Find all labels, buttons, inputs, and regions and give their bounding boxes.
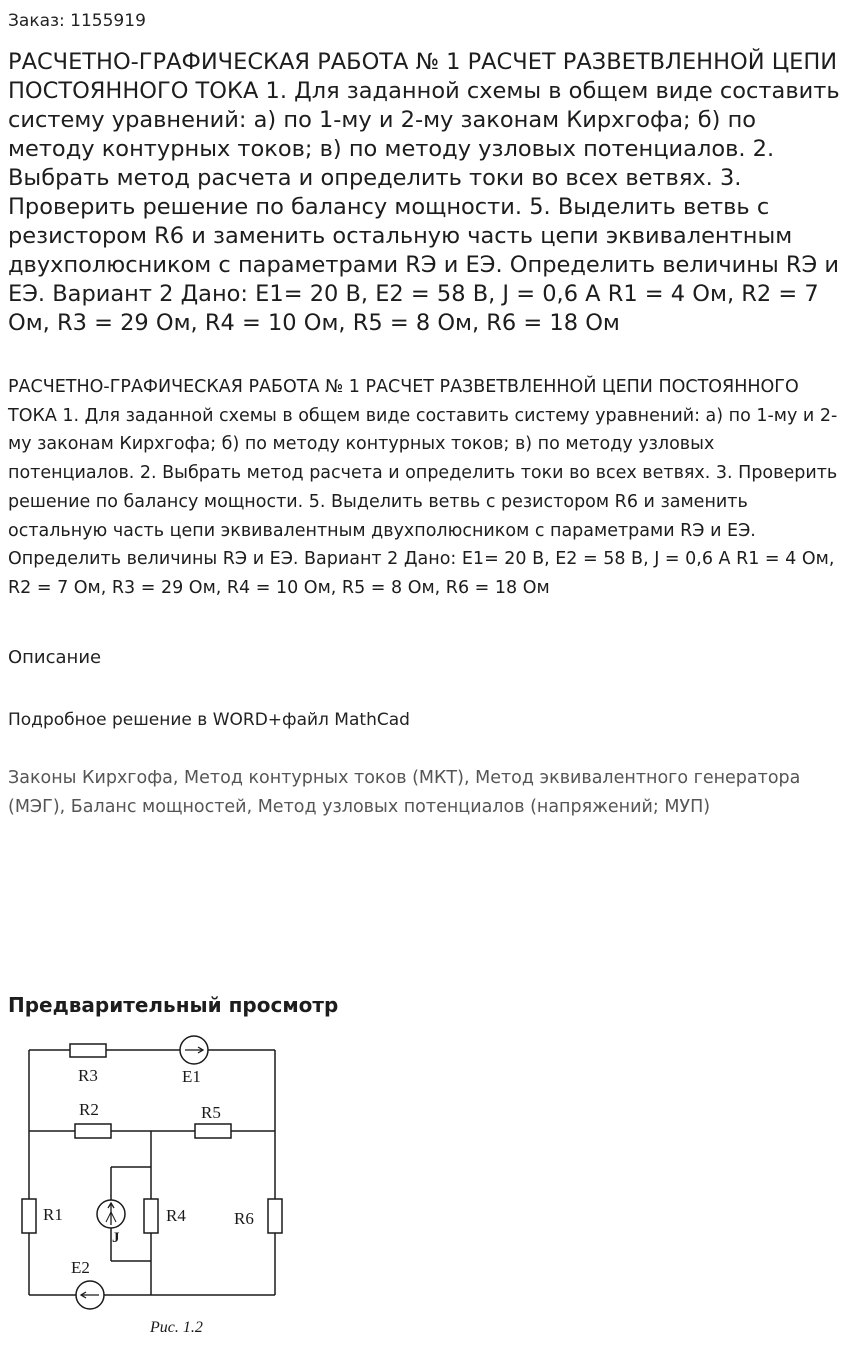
voltage-source-e1-icon (180, 1036, 208, 1064)
tag-link[interactable]: Метод эквивалентного генератора (МЭГ) (8, 768, 801, 817)
resistor-r2 (75, 1124, 111, 1138)
label-r6: R6 (234, 1209, 254, 1228)
current-source-j-icon (97, 1200, 125, 1228)
resistor-r4 (144, 1199, 158, 1233)
task-text: РАСЧЕТНО-ГРАФИЧЕСКАЯ РАБОТА № 1 РАСЧЕТ РАЗВЕТВЛЕННОЙ ЦЕПИ ПОСТОЯННОГО ТОКА 1. Для заданной схемы в общем виде составить систему уравнений: а) по 1-му и 2-му законам Кирхгофа; б) по методу контурных токов; в) по методу узловых потенциалов. 2. Выбрать метод расчета и определить токи во всех ветвях. 3. Проверить решение по балансу мощности. 5. Выделить ветвь с резистором R6 и заменить остальную часть цепи эквивалентным двухполюсником с параметрами RЭ и EЭ. Определить величины RЭ и EЭ. Вариант 2 Дано: E1= 20 В, E2 = 58 В, J = 0,6 А R1 = 4 Ом, R2 = 7 Ом, R3 = 29 Ом, R4 = 10 Ом, R5 = 8 Ом, R6 = 18 Ом (8, 377, 838, 598)
preview-heading: Предварительный просмотр (8, 993, 339, 1017)
tag-separator: , (463, 768, 476, 788)
label-r3: R3 (78, 1066, 98, 1085)
resistor-r3 (70, 1044, 106, 1057)
description-text: Подробное решение в WORD+файл MathCad (8, 710, 410, 730)
tag-separator: , (59, 796, 71, 817)
circuit-diagram (14, 1034, 304, 1344)
resistor-r5 (195, 1124, 231, 1138)
tag-link[interactable]: Баланс мощностей (70, 796, 247, 817)
resistor-r1 (22, 1199, 36, 1233)
label-j: J (112, 1230, 120, 1246)
tag-list (8, 764, 838, 821)
figure-caption: Рис. 1.2 (150, 1319, 203, 1336)
tag-link[interactable]: Метод контурных токов (МКТ) (184, 768, 464, 788)
circuit-wires (29, 1050, 275, 1295)
label-r1: R1 (43, 1205, 63, 1224)
tag-link[interactable]: Законы Кирхгофа (8, 768, 173, 788)
order-number: Заказ: 1155919 (8, 11, 146, 31)
label-r5: R5 (201, 1103, 221, 1122)
label-r4: R4 (166, 1206, 186, 1225)
description-heading: Описание (8, 647, 102, 668)
label-e1: E1 (182, 1067, 201, 1086)
page-title: РАСЧЕТНО-ГРАФИЧЕСКАЯ РАБОТА № 1 РАСЧЕТ РАЗВЕТВЛЕННОЙ ЦЕПИ ПОСТОЯННОГО ТОКА 1. Для заданной схемы в общем виде составить систему уравнений: а) по 1-му и 2-му законам Кирхгофа; б) по методу контурных токов; в) по методу узловых потенциалов. 2. Выбрать метод расчета и определить токи во всех ветвях. 3. Проверить решение по балансу мощности. 5. Выделить ветвь с резистором R6 и заменить остальную часть цепи эквивалентным двухполюсником с параметрами RЭ и EЭ. Определить величины RЭ и EЭ. Вариант 2 Дано: E1= 20 В, E2 = 58 В, J = 0,6 А R1 = 4 Ом, R2 = 7 Ом, R3 = 29 Ом, R4 = 10 Ом, R5 = 8 Ом, R6 = 18 Ом (8, 49, 840, 336)
resistor-r6 (268, 1199, 282, 1233)
tag-separator: , (172, 768, 185, 788)
tag-link[interactable]: Метод узловых потенциалов (напряжений; МУП) (257, 796, 711, 817)
label-r2: R2 (79, 1100, 99, 1119)
voltage-source-e2-icon (76, 1281, 104, 1309)
label-e2: E2 (71, 1258, 90, 1277)
tag-separator: , (246, 796, 258, 817)
